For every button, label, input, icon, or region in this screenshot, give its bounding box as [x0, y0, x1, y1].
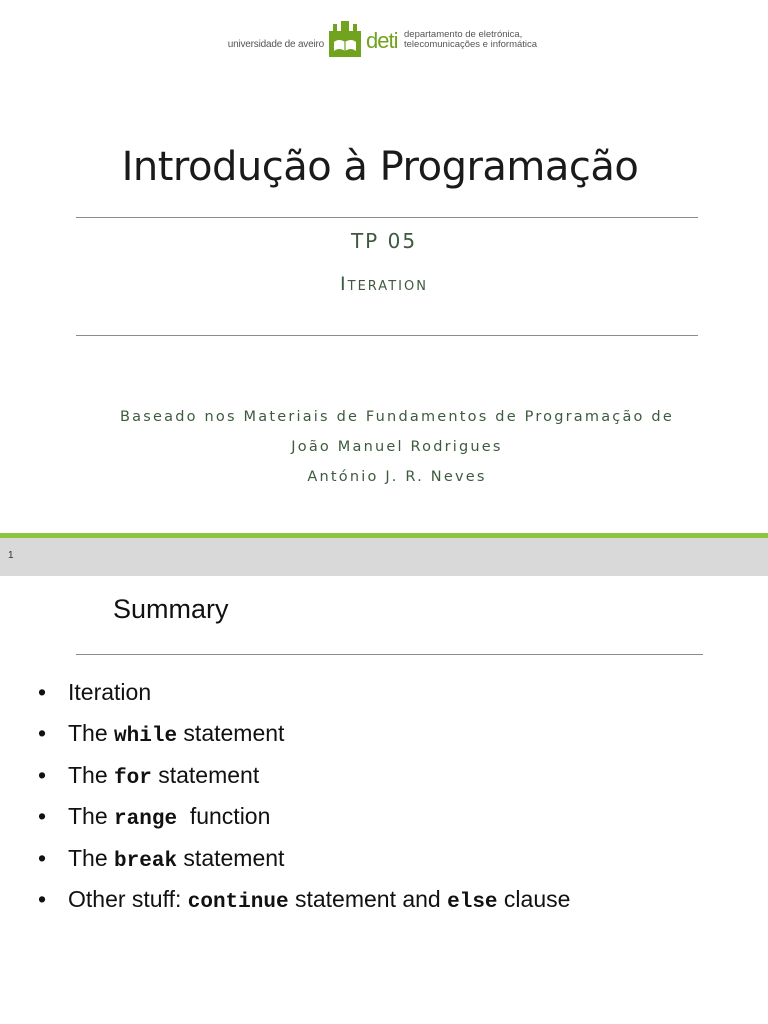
summary-bullet-item: [0, 679, 768, 720]
university-name: universidade de aveiro: [227, 39, 324, 50]
bullet-segment: The: [68, 803, 115, 830]
bullet-text: [68, 762, 259, 790]
code-keyword: continue: [187, 890, 289, 914]
title-divider-bottom: [76, 335, 698, 336]
bullet-text: [68, 679, 151, 706]
bullet-segment: Iteration: [68, 679, 152, 705]
credits-line-2: João Manuel Rodrigues: [291, 439, 503, 455]
bullet-segment: statement and: [288, 885, 448, 912]
code-keyword: while: [114, 725, 178, 749]
bullet-marker: •: [38, 885, 47, 912]
code-keyword: break: [114, 849, 178, 873]
summary-bullet-list: [0, 679, 768, 927]
credits-line-1: Baseado nos Materiais de Fundamentos de Programação de: [120, 409, 674, 425]
session-topic: Iteration: [340, 273, 428, 295]
bullet-segment: statement: [177, 844, 285, 871]
bullet-segment: The: [68, 761, 115, 788]
summary-divider: [76, 654, 703, 655]
institution-header: [0, 14, 768, 62]
department-line-1: departamento de eletrónica,: [404, 29, 523, 40]
summary-slide: [0, 576, 768, 1024]
bullet-marker: •: [38, 679, 47, 705]
code-keyword: else: [447, 890, 498, 914]
deti-logo-text: deti: [366, 28, 398, 53]
summary-bullet-item: [0, 803, 768, 844]
code-keyword: range: [114, 808, 178, 832]
bullet-segment: statement: [177, 720, 285, 747]
bullet-segment: statement: [151, 761, 260, 788]
bullet-marker: •: [38, 761, 47, 788]
title-divider-top: [76, 217, 698, 218]
credits-block: [0, 402, 768, 492]
bullet-text: [68, 720, 284, 748]
summary-bullet-item: [0, 762, 768, 803]
bullet-segment: The: [68, 844, 115, 871]
bullet-marker: •: [38, 803, 47, 830]
bullet-segment: clause: [497, 885, 571, 912]
bullet-text: [68, 803, 270, 831]
course-title: Introdução à Programação: [121, 144, 639, 190]
bullet-marker: •: [38, 844, 47, 871]
bullet-marker: •: [38, 720, 47, 747]
bullet-text: [68, 886, 570, 914]
page-number: 1: [8, 550, 14, 561]
summary-bullet-item: [0, 720, 768, 761]
credits-line-3: António J. R. Neves: [307, 469, 487, 485]
page-separator: [0, 538, 768, 576]
bullet-segment: Other stuff:: [68, 885, 188, 912]
summary-bullet-item: [0, 886, 768, 927]
university-logo-icon: [328, 18, 362, 58]
code-keyword: for: [114, 766, 152, 790]
summary-bullet-item: [0, 845, 768, 886]
bullet-text: [68, 845, 284, 873]
department-name: [404, 30, 537, 50]
bullet-segment: The: [68, 720, 115, 747]
bullet-segment: function: [177, 803, 271, 830]
department-line-2: telecomunicações e informática: [404, 39, 538, 50]
session-number: TP 05: [350, 229, 418, 253]
summary-title: Summary: [113, 594, 229, 624]
